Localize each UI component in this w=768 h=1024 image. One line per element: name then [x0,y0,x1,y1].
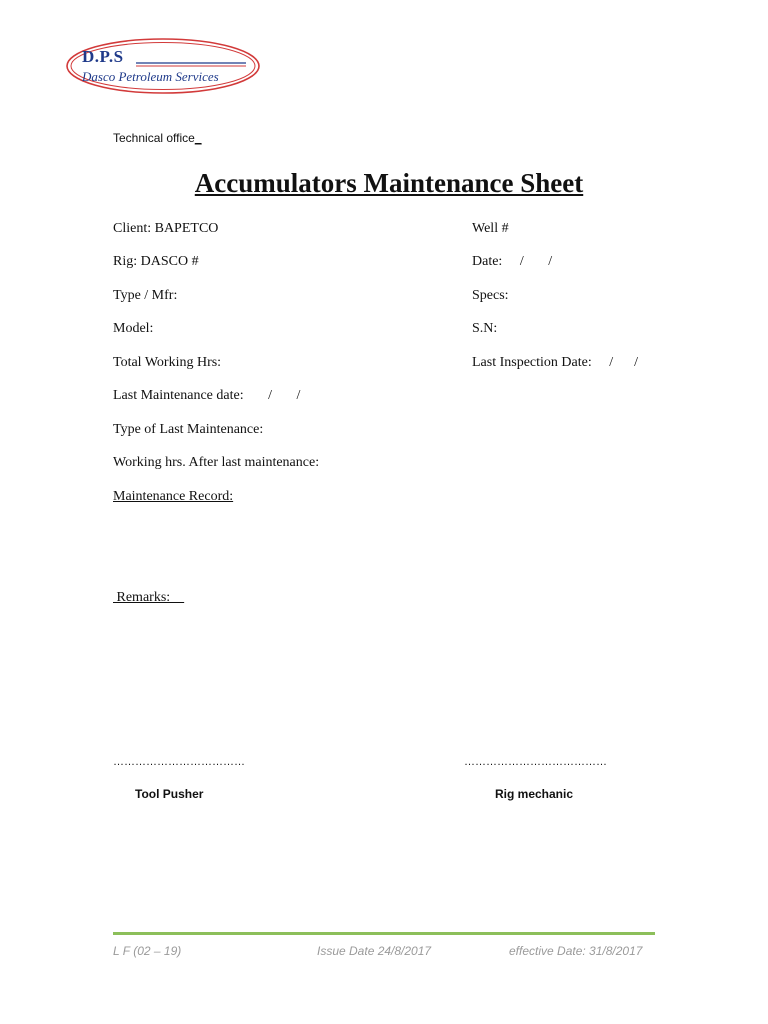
logo-company-name: Dasco Petroleum Services [82,69,219,84]
specs-field: Specs: [472,288,509,303]
rig-mechanic-label: Rig mechanic [495,787,574,801]
client-field: Client: BAPETCO [113,221,219,236]
type-mfr-field: Type / Mfr: [113,288,178,303]
technical-office-label [113,131,202,145]
type-last-maintenance-field: Type of Last Maintenance: [113,422,264,437]
page-title: Accumulators Maintenance Sheet [194,168,584,198]
total-working-hrs-field: Total Working Hrs: [113,355,222,370]
logo-abbreviation: D.P.S [82,47,124,66]
footer-effective-date: effective Date: 31/8/2017 [509,944,643,958]
technical-office-suffix: _ [194,131,202,145]
working-hrs-after-field: Working hrs. After last maintenance: [113,455,320,470]
remarks-heading: Remarks: [113,590,185,605]
technical-office-text: Technical office [113,131,195,145]
model-field: Model: [113,321,154,336]
footer-divider [113,932,655,935]
tool-pusher-signature-line: ……………………………… [113,756,245,768]
footer-form-code: L F (02 – 19) [113,944,182,958]
rig-field: Rig: DASCO # [113,254,199,269]
date-field: Date: / / [472,254,553,269]
rig-mechanic-signature-line: ………………………………… [464,756,607,768]
well-field: Well # [472,221,509,236]
sn-field: S.N: [472,321,498,336]
last-inspection-date-field: Last Inspection Date: / / [472,355,639,370]
last-maintenance-date-field: Last Maintenance date: / / [113,388,301,403]
maintenance-record-heading: Maintenance Record: [113,489,234,504]
footer-issue-date: Issue Date 24/8/2017 [317,944,432,958]
company-logo [64,36,262,96]
tool-pusher-label: Tool Pusher [135,787,204,801]
